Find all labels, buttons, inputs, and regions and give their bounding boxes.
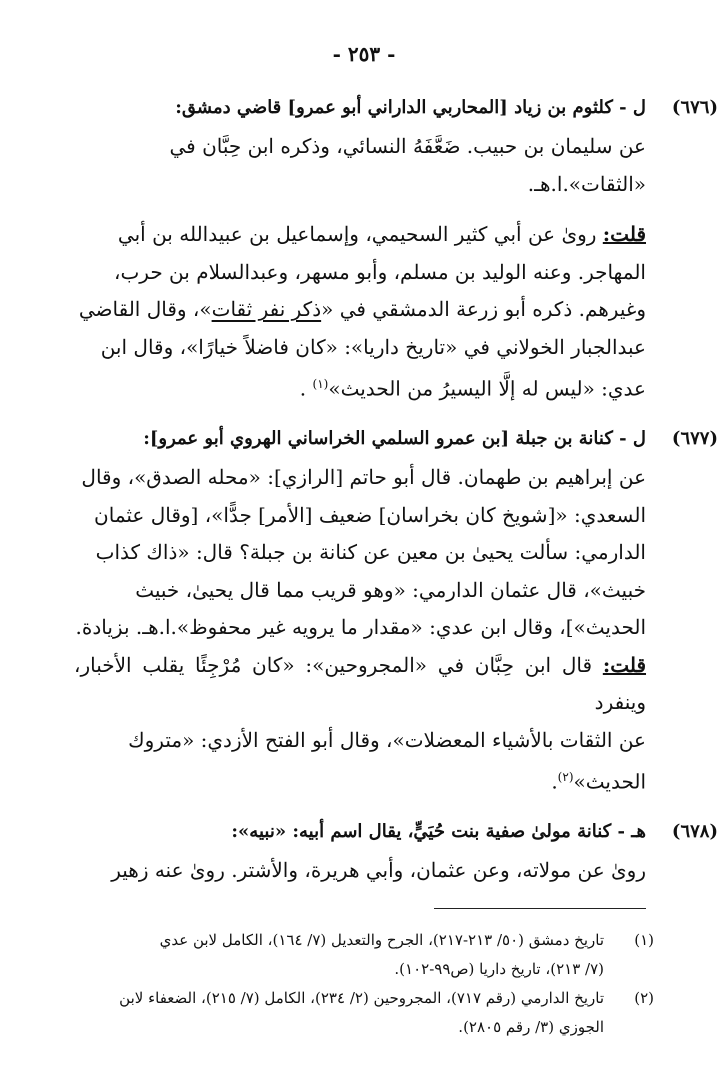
entry-heading (74, 421, 718, 457)
text-line: عدي: «ليس له إلَّا اليسيرُ من الحديث»$^{(١)}$ . (299, 376, 646, 401)
text-line: عن إبراهيم بن طهمان. قال أبو حاتم [الرازي]: «محله الصدق»، وقال (81, 465, 646, 490)
footnote-number: (١) (634, 931, 654, 949)
footnote-line: تاريخ الدارمي (رقم ٧١٧)، المجروحين (٢/ ٢٣٤)، الكامل (٧/ ٢١٥)، الضعفاء لابن (119, 989, 604, 1007)
entry-number: (٦٧٨) (671, 821, 718, 843)
entry-677 (74, 421, 718, 801)
text-line: الدارمي: سألت يحيىٰ بن معين عن كنانة بن جبلة؟ قال: «ذاك كذاب (95, 540, 646, 565)
entry-number: (٦٧٧) (671, 428, 718, 450)
underlined-title: ذكر نفر ثقات (211, 297, 322, 321)
entry-title: ل - كلثوم بن زياد [المحاربي الداراني أبو عمرو] قاضي دمشق: (175, 97, 646, 118)
text-line: عن الثقات بالأشياء المعضلات»، وقال أبو الفتح الأزدي: «متروك (128, 727, 646, 752)
text-line: روىٰ عن مولاته، وعن عثمان، وأبي هريرة، والأشتر. روىٰ عنه زهير (111, 858, 646, 883)
footnote-number: (٢) (634, 989, 654, 1007)
entry-number: (٦٧٦) (671, 97, 718, 118)
footnote-line: الجوزي (٣/ رقم ٢٨٠٥). (458, 1018, 604, 1036)
entry-heading (74, 814, 718, 850)
entry-676 (74, 90, 718, 408)
footnote-ref: (٢) (557, 770, 574, 785)
entry-title: هـ - كنانة مولىٰ صفية بنت حُيَيٍّ، يقال اسم أبيه: «نبيه»: (231, 821, 646, 843)
entry-heading (74, 90, 718, 126)
text-line: قلت: روىٰ عن أبي كثير السحيمي، وإسماعيل بن عبيدالله بن أبي (117, 222, 646, 246)
text-line: خبيث»، قال عثمان الدارمي: «وهو قريب مما قال يحيىٰ، خبيث (135, 577, 646, 602)
page-number: - ٢٥٣ - (332, 42, 396, 66)
text-line: الحديث»$^{(٢)}$. (551, 769, 646, 794)
footnotes (46, 926, 654, 1042)
qult-label: قلت: (602, 222, 646, 246)
qult-label: قلت: (602, 652, 647, 677)
text-line: وغيرهم. ذكره أبو زرعة الدمشقي في «ذكر نفر ثقات»، وقال القاضي (78, 297, 646, 321)
text-line: الحديث»]، وقال ابن عدي: «مقدار ما يرويه غير محفوظ».ا.هـ. بزيادة. (75, 615, 646, 640)
footnote-2 (46, 984, 654, 1042)
text-line: السعدي: «[شويخ كان بخراسان] ضعيف [الأمر] جدًّا»، [وقال عثمان (94, 502, 646, 527)
footnote-1 (46, 926, 654, 984)
footnote-line: (٧/ ٢١٣)، تاريخ داريا (ص٩٩-١٠٢). (394, 960, 604, 978)
footnote-line: تاريخ دمشق (٥٠/ ٢١٣-٢١٧)، الجرح والتعديل (٧/ ١٦٤)، الكامل لابن عدي (159, 931, 604, 949)
entry-title: ل - كنانة بن جبلة [بن عمرو السلمي الخراساني الهروي أبو عمرو]: (143, 428, 646, 450)
text-line: قلت: قال ابن حِبَّان في «المجروحين»: «كان مُرْجِئًا يقلب الأخبار، وينفرد (74, 652, 647, 715)
text-line: «الثقات».ا.هـ. (527, 171, 646, 196)
text-line: عبدالجبار الخولاني في «تاريخ داريا»: «كان فاضلاً خيارًا»، وقال ابن (100, 334, 646, 359)
entry-678 (74, 814, 718, 890)
text-line: المهاجر. وعنه الوليد بن مسلم، وأبو مسهر، وعبدالسلام بن حرب، (114, 259, 646, 284)
text-line: عن سليمان بن حبيب. ضَعَّفَهُ النسائي، وذكره ابن حِبَّان في (169, 134, 646, 158)
footnote-divider (434, 908, 646, 909)
footnote-ref: (١) (312, 377, 329, 391)
page-body (74, 90, 718, 890)
